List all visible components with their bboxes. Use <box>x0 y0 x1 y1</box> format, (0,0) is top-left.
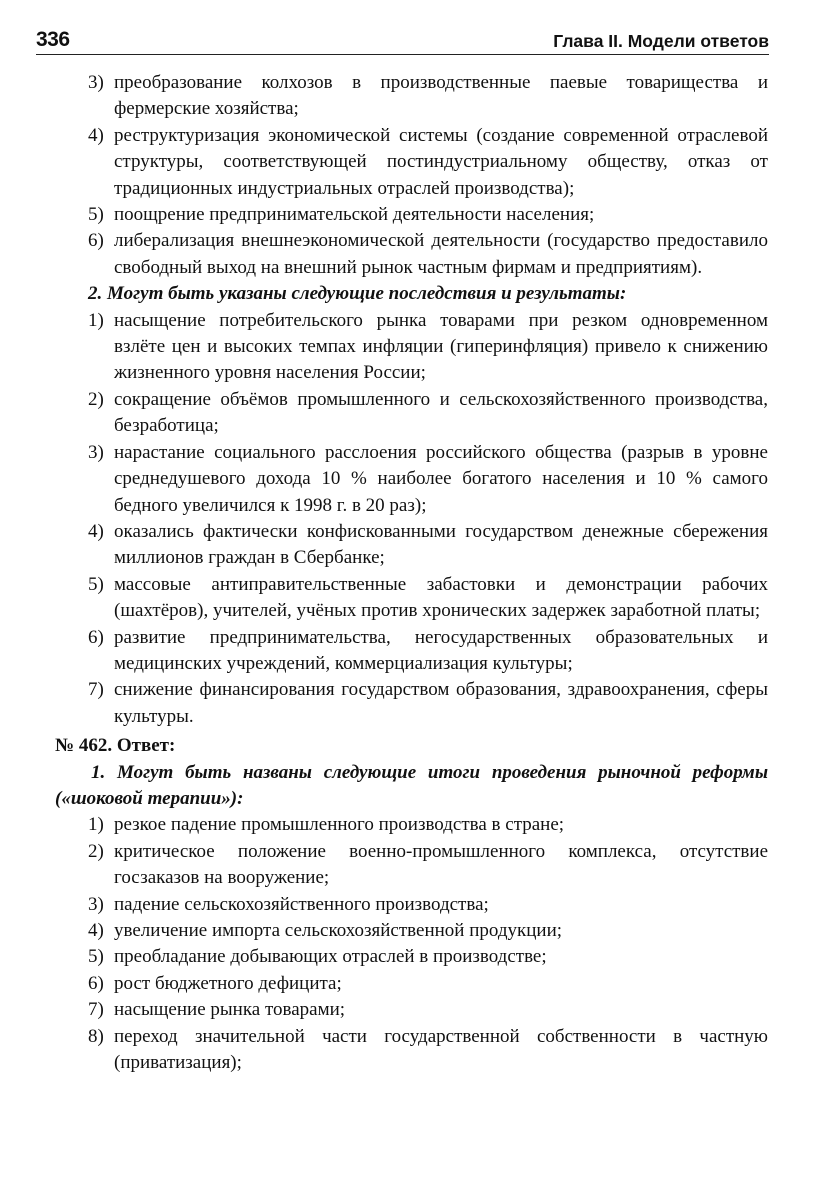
list-item <box>55 440 768 519</box>
item-text: критическое положение военно-промышленного комплекса, отсутствие госзаказов на вооружение; <box>114 840 768 889</box>
item-text: нарастание социального расслоения российского общества (разрыв в уровне среднедушевого дохода 10 % наиболее богатого населения и 10 % самого бедного увеличился к 1998 г. в 20 раз); <box>114 441 768 516</box>
item-number: 7) <box>88 679 104 701</box>
list-item <box>55 202 768 228</box>
item-text: резкое падение промышленного производства в стране; <box>114 814 565 836</box>
item-number: 5) <box>88 946 104 968</box>
item-number: 3) <box>88 72 104 93</box>
list-item <box>55 70 768 123</box>
item-text: рост бюджетного дефицита; <box>114 972 342 994</box>
item-text: либерализация внешнеэкономической деятельности (государство предоставило свободный выход на внешний рынок частным фирмам и предприятиям). <box>114 230 768 278</box>
item-number: 3) <box>88 893 104 915</box>
answer-title: № 462. Ответ: <box>55 735 176 757</box>
item-number: 5) <box>88 573 104 595</box>
list-item <box>55 387 768 440</box>
page-number: 336 <box>36 28 70 51</box>
list-item <box>55 308 768 387</box>
item-number: 4) <box>88 520 104 542</box>
list-item <box>55 228 768 281</box>
item-number: 3) <box>88 441 104 463</box>
item-text: преобладание добывающих отраслей в производстве; <box>114 946 547 968</box>
item-text: насыщение рынка товарами; <box>114 999 346 1021</box>
item-number: 2) <box>88 388 104 410</box>
item-number: 4) <box>88 124 104 146</box>
consequences-list <box>55 308 768 731</box>
item-text: реструктуризация экономической системы (создание современной отраслевой структуры, соответствующей постиндустриальному обществу, отказ от традиционных индустриальных отраслей производства); <box>114 124 768 199</box>
page-header <box>36 28 769 55</box>
list-item <box>55 944 768 970</box>
item-number: 1) <box>88 814 104 836</box>
item-number: 6) <box>88 230 104 252</box>
results-list <box>55 812 768 1076</box>
list-item <box>55 625 768 678</box>
list-item <box>55 839 768 892</box>
item-text: переход значительной части государственной собственности в частную (приватизация); <box>114 1025 768 1074</box>
list-item <box>55 997 768 1023</box>
page-content <box>55 70 768 1076</box>
continued-list <box>55 70 768 281</box>
item-number: 4) <box>88 920 104 941</box>
item-text: сокращение объёмов промышленного и сельскохозяйственного производства, безработица; <box>114 388 768 437</box>
item-number: 8) <box>88 1025 104 1047</box>
item-text: насыщение потребительского рынка товарами при резком одновременном взлёте цен и высоких темпах инфляции (гиперинфляция) привело к снижению жизненного уровня населения России; <box>114 309 768 384</box>
item-number: 7) <box>88 999 104 1021</box>
list-item <box>55 971 768 997</box>
list-item <box>55 572 768 625</box>
item-text: поощрение предпринимательской деятельности населения; <box>114 204 595 226</box>
list-item <box>55 519 768 572</box>
item-text: преобразование колхозов в производственные паевые товарищества и фермерские хозяйства; <box>114 72 768 120</box>
item-text: падение сельскохозяйственного производства; <box>114 893 489 915</box>
section-heading: 2. Могут быть указаны следующие последствия и результаты: <box>88 283 627 305</box>
item-text: массовые антиправительственные забастовки и демонстрации рабочих (шахтёров), учителей, учёных против хронических задержек заработной платы; <box>114 573 768 622</box>
item-number: 2) <box>88 840 104 862</box>
item-text: увеличение импорта сельскохозяйственной продукции; <box>114 920 563 941</box>
item-number: 6) <box>88 972 104 994</box>
list-item <box>55 677 768 730</box>
item-number: 1) <box>88 309 104 331</box>
item-text: развитие предпринимательства, негосударственных образовательных и медицинских учреждений, коммерциализация культуры; <box>114 626 768 674</box>
list-item <box>55 918 768 944</box>
list-item <box>55 1024 768 1077</box>
list-item <box>55 812 768 838</box>
running-title: Глава II. Модели ответов <box>553 31 769 51</box>
list-item <box>55 123 768 202</box>
item-text: оказались фактически конфискованными государством денежные сбережения миллионов граждан в Сбербанке; <box>114 520 768 569</box>
item-number: 5) <box>88 204 104 226</box>
answer-heading: 1. Могут быть названы следующие итоги проведения рыночной реформы («шоковой терапии»): <box>55 761 768 809</box>
item-text: снижение финансирования государством образования, здравоохранения, сферы культуры. <box>114 679 768 727</box>
list-item <box>55 892 768 918</box>
item-number: 6) <box>88 626 104 648</box>
